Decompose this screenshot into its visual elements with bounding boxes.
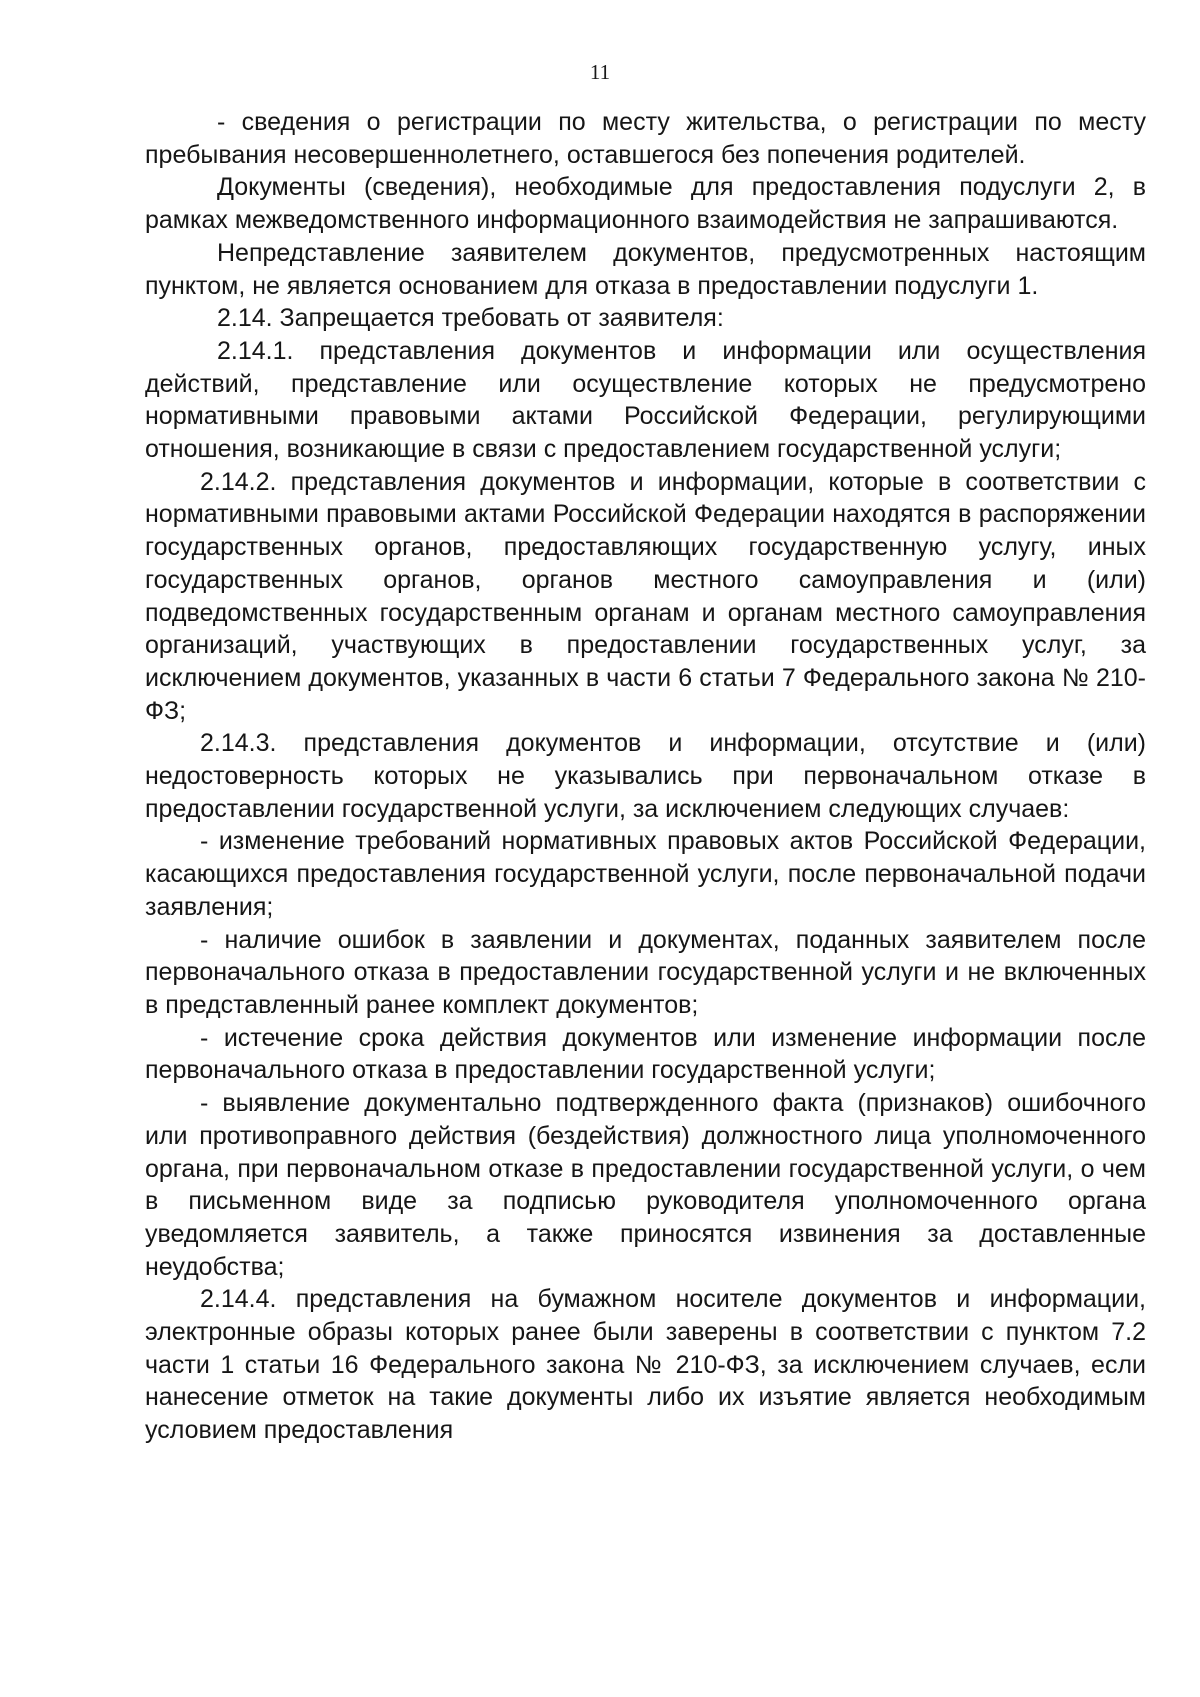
paragraph-residence-registration: - сведения о регистрации по месту жительства, о регистрации по месту пребывания несовершеннолетнего, оставшегося без попечения родителей.	[145, 108, 1146, 169]
paragraph-2-14-2: 2.14.2. представления документов и информации, которые в соответствии с нормативными правовыми актами Российской Федерации находятся в распоряжении государственных органов, предоставляющих государственную услугу, иных государственных органов, органов местного самоуправления и (или) подведомственных государственным органам и органам местного самоуправления организаций, участвующих в предоставлении государственных услуг, за исключением документов, указанных в части 6 статьи 7 Федерального закона № 210-ФЗ;	[145, 467, 1146, 725]
paragraph-documents-not-requested: Документы (сведения), необходимые для предоставления подуслуги 2, в рамках межведомственного информационного взаимодействия не запрашиваются.	[145, 173, 1146, 235]
paragraph-2-14-4: 2.14.4. представления на бумажном носителе документов и информации, электронные образы которых ранее были заверены в соответствии с пунктом 7.2 части 1 статьи 16 Федерального закона № 210-ФЗ, за исключением случаев, если нанесение отметок на такие документы либо их изъятие является необходимым условием предоставления	[145, 1285, 1146, 1445]
list-item-requirements-change: - изменение требований нормативных правовых актов Российской Федерации, касающихся предоставления государственной услуги, после первоначальной подачи заявления;	[145, 827, 1146, 921]
page-number: 11	[589, 60, 611, 84]
paragraph-2-14-heading: 2.14. Запрещается требовать от заявителя:	[217, 304, 724, 333]
list-item-official-error: - выявление документально подтвержденного факта (признаков) ошибочного или противоправного действия (бездействия) должностного лица уполномоченного органа, при первоначальном отказе в предоставлении государственной услуги, о чем в письменном виде за подписью руководителя уполномоченного органа уведомляется заявитель, а также приносятся извинения за доставленные неудобства;	[145, 1089, 1146, 1281]
paragraph-2-14-3: 2.14.3. представления документов и информации, отсутствие и (или) недостоверность которых не указывались при первоначальном отказе в предоставлении государственной услуги, за исключением следующих случаев:	[145, 729, 1146, 823]
list-item-errors-in-application: - наличие ошибок в заявлении и документах, поданных заявителем после первоначального отказа в предоставлении государственной услуги и не включенных в представленный ранее комплект документов;	[145, 925, 1146, 1019]
document-body	[145, 106, 1146, 1447]
paragraph-2-14-1: 2.14.1. представления документов и информации или осуществления действий, представление или осуществление которых не предусмотрено нормативными правовыми актами Российской Федерации, регулирующими отношения, возникающие в связи с предоставлением государственной услуги;	[145, 336, 1146, 464]
list-item-documents-expiry: - истечение срока действия документов или изменение информации после первоначального отказа в предоставлении государственной услуги;	[145, 1023, 1146, 1085]
paragraph-non-submission: Непредставление заявителем документов, предусмотренных настоящим пунктом, не является основанием для отказа в предоставлении подуслуги 1.	[145, 238, 1146, 300]
